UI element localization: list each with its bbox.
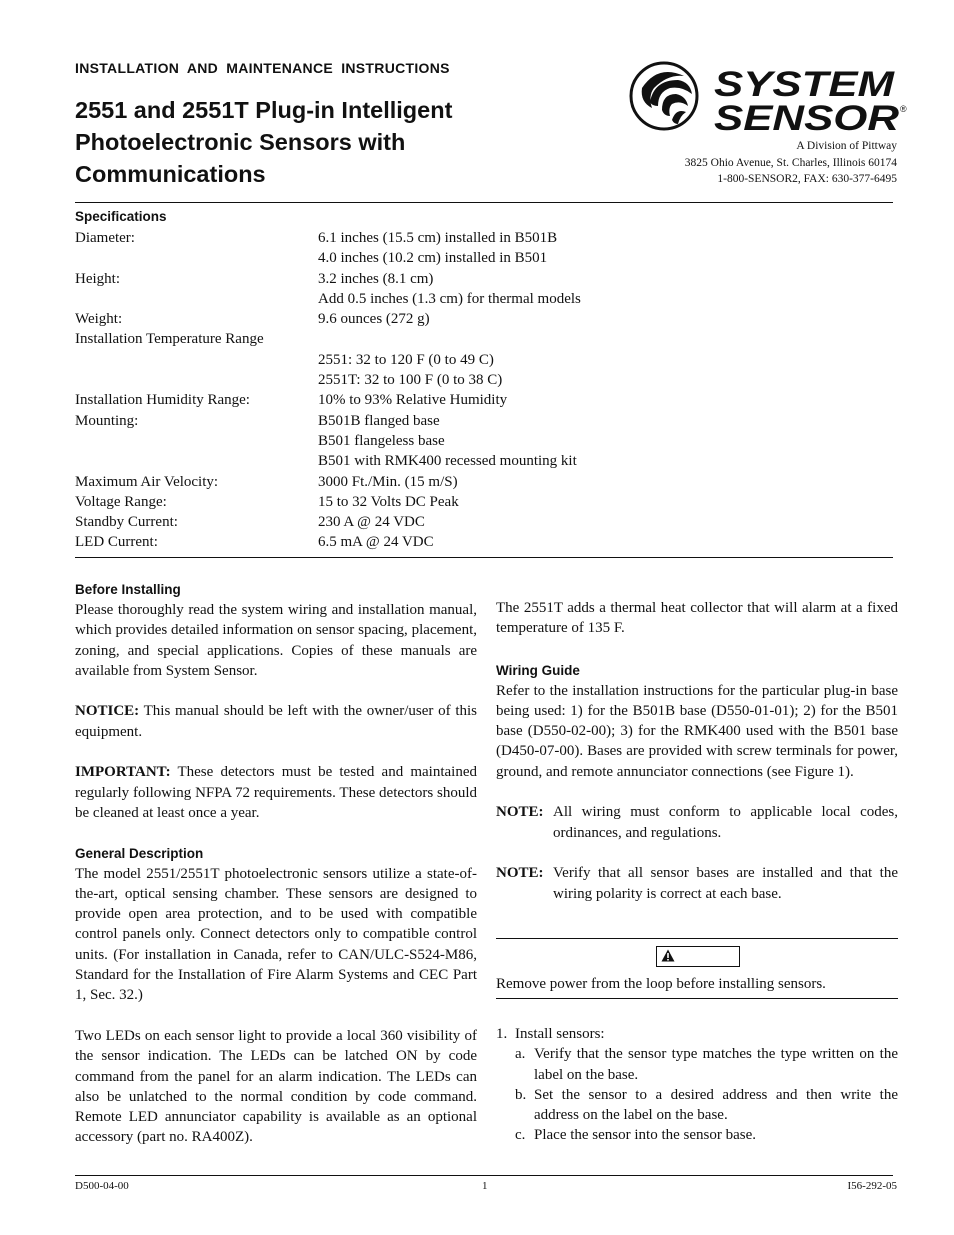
spec-value: 3000 Ft./Min. (15 m/S) — [318, 473, 458, 490]
spec-value: 230 A @ 24 VDC — [318, 514, 425, 531]
document-kicker: INSTALLATION AND MAINTENANCE INSTRUCTIONS — [75, 60, 450, 76]
spec-label: LED Current: — [75, 534, 158, 551]
footer-rule — [75, 1175, 893, 1176]
spec-row — [75, 431, 893, 451]
spec-value: 15 to 32 Volts DC Peak — [318, 493, 459, 510]
caution-box — [656, 946, 740, 967]
note-polarity — [496, 863, 898, 904]
substep — [496, 1085, 898, 1126]
spec-row — [75, 472, 893, 492]
warning-text: Remove power from the loop before installing sensors. — [496, 976, 826, 992]
note-wiring-codes — [496, 802, 898, 843]
substep-text: Verify that the sensor type matches the type written on the label on the base. — [534, 1046, 898, 1083]
divider — [75, 202, 893, 203]
divider — [75, 557, 893, 558]
system-sensor-logo — [628, 58, 910, 138]
spec-row — [75, 451, 893, 471]
wiring-guide-text: Refer to the installation instructions for the particular plug-in base being used: 1) for the B501B base (D550-01-01); 2) for the B501 base (D550-02-00); 3) for the RMK400 used with the B501 base (D450-07-00). Bases are provided with screw terminals for power, ground, and remote annunciator connections (see Figure 1). — [496, 682, 898, 780]
spec-value: 9.6 ounces (272 g) — [318, 311, 430, 328]
spec-value: B501 with RMK400 recessed mounting kit — [318, 453, 577, 470]
specifications-table — [75, 228, 893, 553]
registered-mark: ® — [900, 104, 907, 114]
brand-swirl-icon — [631, 63, 697, 129]
spec-label: Height: — [75, 270, 120, 287]
spec-label: Installation Humidity Range: — [75, 392, 250, 409]
important-paragraph — [75, 762, 477, 823]
important-text: These detectors must be tested and maintained regularly following NFPA 72 requirements. These detectors should be cleaned at least once a year. — [75, 764, 477, 821]
spec-value: 2551: 32 to 120 F (0 to 49 C) — [318, 351, 494, 368]
page-number: 1 — [482, 1180, 488, 1192]
footer-form-code: I56-292-05 — [847, 1180, 897, 1192]
warning-text-block — [496, 974, 898, 994]
spec-label: Standby Current: — [75, 514, 178, 531]
spec-row — [75, 370, 893, 390]
spec-label: Diameter: — [75, 230, 135, 246]
spec-label: Mounting: — [75, 412, 139, 429]
spec-value: Add 0.5 inches (1.3 cm) for thermal models — [318, 290, 581, 307]
note-text: Verify that all sensor bases are installed and that the wiring polarity is correct at each base. — [553, 865, 898, 902]
substep — [496, 1044, 898, 1085]
left-column — [75, 580, 477, 1148]
brand-line-2: SENSOR — [714, 99, 900, 138]
warning-top-rule — [496, 938, 898, 939]
warning-bottom-rule — [496, 998, 898, 999]
leds-paragraph: Two LEDs on each sensor light to provide a local 360 visibility of the sensor indication. The LEDs can be latched ON by code command from the panel for an alarm indication. The LEDs can also be unlatched to the normal condition by code command. Remote LED annunciator capability is available as an optional accessory (part no. RA400Z). — [75, 1027, 477, 1146]
notice-paragraph — [75, 701, 477, 742]
step-1 — [496, 1024, 898, 1044]
note-label: NOTE: — [496, 865, 544, 882]
title-line: Communications — [75, 161, 266, 187]
spec-row — [75, 228, 893, 248]
footer-doc-code: D500-04-00 — [75, 1180, 129, 1192]
before-installing-text: Please thoroughly read the system wiring and installation manual, which provides detailed information on sensor spacing, placement, zoning, and special applications. Copies of these manuals are available from System Sensor. — [75, 602, 477, 679]
notice-text: This manual should be left with the owner/user of this equipment. — [75, 703, 477, 740]
spec-row — [75, 411, 893, 431]
address-line: 1-800-SENSOR2, FAX: 630-377-6495 — [717, 173, 897, 185]
spec-row — [75, 532, 893, 552]
spec-value: B501B flanged base — [318, 412, 440, 429]
install-steps — [496, 1024, 898, 1146]
substep-letter: a. — [515, 1046, 526, 1063]
spec-value: 10% to 93% Relative Humidity — [318, 392, 508, 409]
spec-row — [75, 492, 893, 512]
notice-label: NOTICE: — [75, 703, 140, 720]
company-address — [685, 138, 897, 188]
note-text: All wiring must conform to applicable local codes, ordinances, and regulations. — [553, 804, 898, 841]
spec-row — [75, 248, 893, 268]
general-description-text: The model 2551/2551T photoelectronic sensors utilize a state-of-the-art, optical sensing chamber. These sensors are designed to provide open area protection, and to be used with compatible control panels only. Connect detectors only to compatible control units. (For installation in Canada, refer to CAN/ULC-S524-M86, Standard for the Installation of Fire Alarm Systems and CEC Part 1, Sec. 32.) — [75, 865, 477, 1004]
spec-row — [75, 329, 893, 349]
spec-label — [75, 248, 318, 268]
important-label: IMPORTANT: — [75, 764, 171, 781]
specifications-heading: Specifications — [75, 209, 167, 224]
address-line: 3825 Ohio Avenue, St. Charles, Illinois 60174 — [684, 156, 897, 169]
spec-row — [75, 350, 893, 370]
substep — [496, 1125, 898, 1145]
spec-value: 2551T: 32 to 100 F (0 to 38 C) — [318, 372, 503, 389]
title-line: 2551 and 2551T Plug-in Intelligent — [75, 97, 453, 123]
substep-letter: c. — [515, 1127, 526, 1144]
before-installing-heading: Before Installing — [75, 582, 181, 597]
spec-label — [75, 289, 318, 309]
thermal-paragraph: The 2551T adds a thermal heat collector that will alarm at a fixed temperature of 135 F. — [496, 600, 898, 637]
spec-value: B501 flangeless base — [318, 432, 445, 449]
spec-value — [318, 329, 893, 349]
warning-triangle-icon — [661, 949, 675, 962]
wiring-guide-heading: Wiring Guide — [496, 662, 580, 678]
step-text: Install sensors: — [515, 1026, 605, 1042]
spec-row — [75, 309, 893, 329]
substep-text: Place the sensor into the sensor base. — [534, 1127, 757, 1144]
title-line: Photoelectronic Sensors with — [75, 129, 406, 155]
substep-letter: b. — [515, 1086, 527, 1103]
spec-label: Maximum Air Velocity: — [75, 473, 219, 490]
step-number: 1. — [496, 1026, 508, 1042]
spec-label — [75, 451, 318, 471]
spec-value: 3.2 inches (8.1 cm) — [318, 270, 434, 287]
right-column — [496, 598, 898, 904]
document-title — [75, 94, 595, 190]
spec-row — [75, 289, 893, 309]
brand-line-1: SYSTEM — [714, 65, 896, 104]
spec-row — [75, 269, 893, 289]
note-label: NOTE: — [496, 804, 544, 821]
spec-value: 4.0 inches (10.2 cm) installed in B501 — [318, 250, 548, 267]
spec-value: 6.1 inches (15.5 cm) installed in B501B — [318, 230, 558, 246]
spec-row — [75, 390, 893, 410]
spec-label: Installation Temperature Range — [75, 331, 264, 348]
spec-row — [75, 512, 893, 532]
spec-label — [75, 370, 318, 390]
spec-label — [75, 350, 318, 370]
substep-text: Set the sensor to a desired address and then write the address on the label on the base. — [534, 1086, 898, 1124]
general-description-heading: General Description — [75, 845, 204, 861]
spec-label: Weight: — [75, 311, 123, 328]
spec-value: 6.5 mA @ 24 VDC — [318, 534, 434, 551]
spec-label — [75, 431, 318, 451]
address-line: A Division of Pittway — [796, 140, 897, 152]
spec-label: Voltage Range: — [75, 493, 167, 510]
